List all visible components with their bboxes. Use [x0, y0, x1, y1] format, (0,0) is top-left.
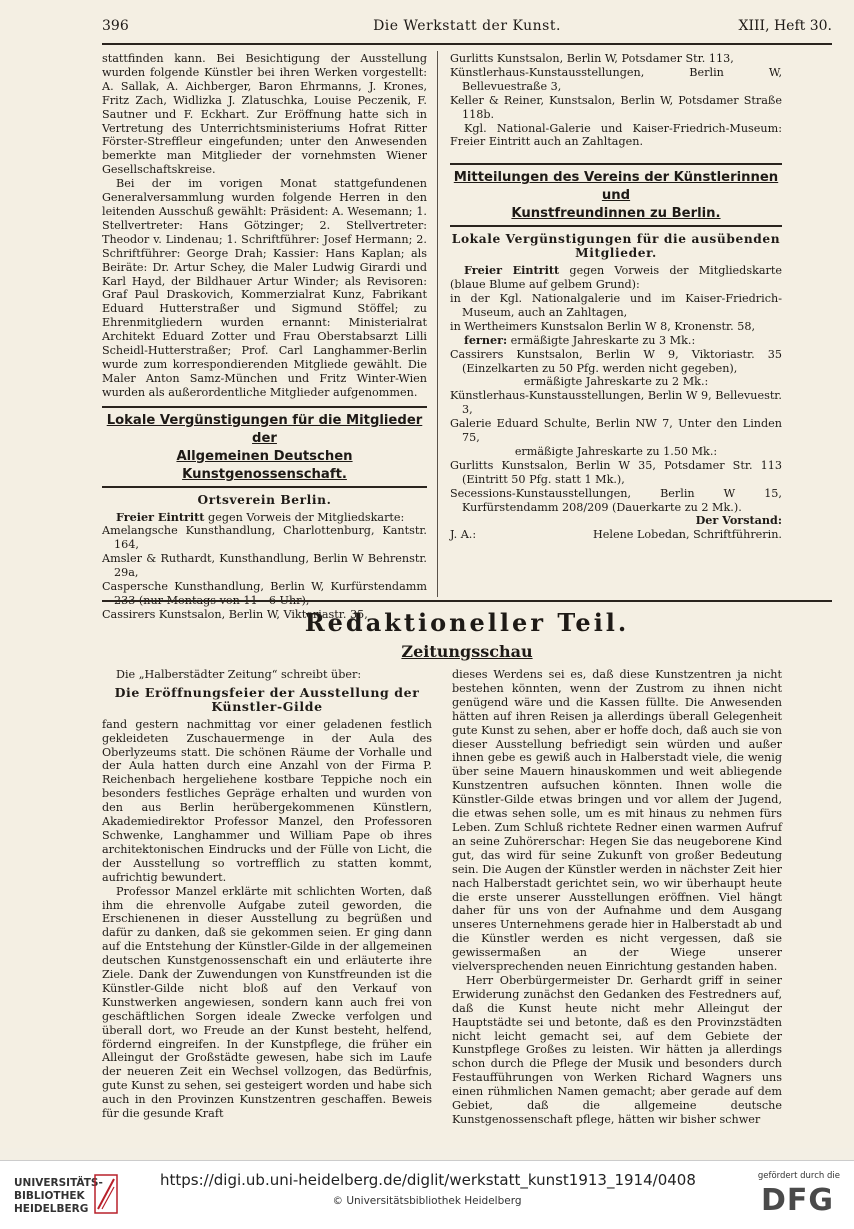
- dfg-logo: DFG: [760, 1183, 834, 1218]
- venue-entry: Gurlitts Kunstsalon, Berlin W, Potsdamer Str. 113,: [450, 52, 734, 65]
- article-title: Die Eröffnungsfeier der Ausstellung der Künstler-Gilde: [114, 684, 420, 714]
- venue-entry: Künstlerhaus-Kunstausstellungen, Berlin W 9, Bellevuestr. 3,: [450, 389, 782, 417]
- paragraph: Professor Manzel erklärte mit schlichten Worten, daß ihm die ehrenvolle Aufgabe zuteil geworden, die Erschienenen in dieser Ausstellung zu begrüßen und dafür zu danken, daß sie gekommen seien. Er ging dann auf die Entstehung der Künstler-Gilde in der allgemeinen deutschen Kunstgenossenschaft ein und erläuterte ihre Ziele. Dank der Zuwendungen von Kunstfreunden ist die Künstler-Gilde nicht bloß auf den Verkauf von Kunstwerken angewiesen, sondern kann auch frei von geschäftlichen Sorgen ideale Zwecke verfolgen und überall dort, wo Freude an der Kunst besteht, helfend, fördernd eingreifen. In der Kunstpflege, die früher ein Alleingut der Großstädte gewesen, habe sich im Laufe der neueren Zeit ein Wechsel vollzogen, das Bedürfnis, gute Kunst zu sehen, sei gesteigert worden und habe sich auch in den Provinzen Kunstzentren geschaffen. Beweis für die gesunde Kraft: [102, 884, 432, 1121]
- left-column-top: [102, 52, 427, 621]
- running-title: Die Werkstatt der Kunst.: [373, 18, 561, 34]
- vdk-box: [450, 163, 782, 227]
- page-number: 396: [102, 18, 129, 34]
- funding-note: gefördert durch die: [757, 1171, 840, 1181]
- price-line: ermäßigte Jahreskarte zu 1.50 Mk.:: [514, 444, 718, 458]
- venue-entry: Amelangsche Kunsthandlung, Charlottenburg, Kantstr. 164,: [102, 524, 427, 552]
- copyright-notice: © Universitätsbibliothek Heidelberg: [332, 1195, 522, 1207]
- adk-box: [102, 406, 427, 488]
- free-entry-label: Freier Eintritt: [464, 263, 560, 278]
- venue-entry: Keller & Reiner, Kunstsalon, Berlin W, Potsdamer Straße 118b.: [450, 93, 782, 121]
- box-heading-line: Allgemeinen Deutschen Kunstgenossenschaft.: [176, 448, 353, 482]
- box-heading-line: Kunstfreundinnen zu Berlin.: [511, 206, 721, 222]
- box-heading-line: Lokale Vergünstigungen für die Mitglieder der: [106, 412, 423, 446]
- price-line: ermäßigte Jahreskarte zu 2 Mk.:: [523, 375, 709, 389]
- members-heading: Lokale Vergünstigungen für die ausübenden Mitglieder.: [451, 232, 781, 261]
- signature: [450, 528, 782, 542]
- paragraph: dieses Werdens sei es, daß diese Kunstzentren ja nicht bestehen könnten, wenn der Zustrom zu ihnen nicht genügend wäre und die Kassen füllte. Die Anwesenden hätten auf ihren Reisen ja allerdings überall Gelegenheit gute Kunst zu sehen, aber er hoffe doch, daß auch sie von dieser Ausstellung befriedigt sein würden und außer ihnen gebe es gewiß auch in Halberstadt viele, die wenig über seine Mauern hinauskommen und weit abliegende Kunstzentren aufsuchen könnten. Ihnen wolle die Künstler-Gilde etwas bringen und vor allem der Jugend, die etwas sehen solle, um es mit hinaus zu nehmen fürs Leben. Zum Schluß richtete Redner einen warmen Aufruf an seine Zuhörerschar: Hegen Sie das neugeborene Kind gut, das wird für seine Zukunft von großer Bedeutung sein. Die Augen der Künstler werden in nächster Zeit hier nach Halberstadt gerichtet sein, wo wir überhaupt heute die erste unserer Ausstellungen eröffnen. Viel hängt daher für uns von der Aufnahme und dem Ausgang unseres Unternehmens gerade hier in Halberstadt ab und die Künstler werden es nicht vergessen, daß sie gewissermaßen an der Wiege unserer vielversprechenden neuen Einrichtung gestanden haben.: [452, 668, 782, 974]
- column-divider: [437, 51, 438, 597]
- library-name: UNIVERSITÄTS- BIBLIOTHEK HEIDELBERG: [14, 1177, 103, 1215]
- venue-entry: Kgl. National-Galerie und Kaiser-Friedrich-Museum: Freier Eintritt auch an Zahltagen.: [450, 121, 782, 149]
- venue-entry: Cassirers Kunstsalon, Berlin W 9, Viktoriastr. 35 (Einzelkarten zu 50 Pfg. werden nicht gegeben),: [450, 347, 782, 375]
- article-left-column: [102, 668, 432, 1148]
- permalink-url[interactable]: https://digi.ub.uni-heidelberg.de/diglit/werkstatt_kunst1913_1914/0408: [160, 1171, 696, 1189]
- venue-entry: Galerie Eduard Schulte, Berlin NW 7, Unter den Linden 75,: [450, 417, 782, 445]
- ferner-label: ferner:: [464, 332, 508, 347]
- ferner-text: ermäßigte Jahreskarte zu 3 Mk.:: [510, 333, 696, 347]
- box-heading-line: Mitteilungen des Vereins der Künstlerinnen und: [453, 170, 779, 204]
- venue-entry: Secessions-Kunstausstellungen, Berlin W 15, Kurfürstendamm 208/209 (Dauerkarte zu 2 Mk.).: [450, 486, 782, 514]
- paragraph: Herr Oberbürgermeister Dr. Gerhardt griff in seiner Erwiderung zunächst den Gedanken des Festredners auf, daß die Kunst heute nicht mehr Alleingut der Hauptstädte sei und betonte, daß es den Provinzstädten nicht leicht gemacht sei, auf dem Gebiete der Kunstpflege Großes zu leisten. Wir hätten ja allerdings schon durch die Pflege der Musik und besonders durch Festaufführungen von Werken Richard Wagners uns einen rühmlichen Namen gemacht; aber gerade auf dem Gebiet, daß die allgemeine deutsche Kunstgenossenschaft pflege, hätten wir bisher schwer: [452, 973, 782, 1126]
- footer-bar: [0, 1160, 854, 1229]
- signature-prefix: J. A.:: [450, 528, 477, 542]
- article-intro: Die „Halberstädter Zeitung“ schreibt über:: [116, 668, 362, 681]
- free-entry-text: gegen Vorweis der Mitgliedskarte:: [208, 510, 405, 524]
- signature-name: Helene Lobedan, Schriftführerin.: [593, 528, 782, 542]
- venue-entry: in Wertheimers Kunstsalon Berlin W 8, Kronenstr. 58,: [450, 319, 756, 333]
- paragraph: stattfinden kann. Bei Besichtigung der Ausstellung wurden folgende Künstler bei ihren Werken vorgestellt: A. Sallak, A. Aichberger, Baron Ehrmanns, J. Krones, Fritz Zach, Widlizka J. Zlatuschka, Louise Peczenik, F. Sautner und F. Eckhart. Zur Eröffnung hatte sich in Vertretung des Unterrichtsministeriums Hofrat Ritter Förster-Streffleur eingefunden; unter den Anwesenden bemerkte man Mitglieder der vornehmsten Wiener Gesellschaftskreise.: [102, 52, 427, 177]
- press-review-heading: Zeitungsschau: [401, 642, 533, 661]
- right-column-top: [450, 52, 782, 597]
- venue-entry: Caspersche Kunsthandlung, Berlin W, Kurfürstendamm 233 (nur Montags von 11—6 Uhr),: [102, 580, 427, 607]
- free-entry-text: gegen Vorweis der Mitgliedskarte (blaue Blume auf gelbem Grund):: [450, 264, 782, 292]
- issue-number: XIII, Heft 30.: [738, 18, 832, 34]
- section-rule: [102, 600, 832, 602]
- venue-entry: Künstlerhaus-Kunstausstellungen, Berlin W, Bellevuestraße 3,: [450, 65, 782, 93]
- venue-entry: Amsler & Ruthardt, Kunsthandlung, Berlin W Behrenstr. 29a,: [102, 552, 427, 580]
- header-rule: [102, 43, 832, 45]
- venue-entry: in der Kgl. Nationalgalerie und im Kaiser-Friedrich-Museum, auch an Zahltagen,: [450, 291, 782, 319]
- free-entry-label: Freier Eintritt: [116, 509, 205, 524]
- library-logo-icon: [94, 1173, 118, 1215]
- venue-entry: Gurlitts Kunstsalon, Berlin W 35, Potsdamer Str. 113 (Eintritt 50 Pfg. statt 1 Mk.),: [450, 458, 782, 486]
- board-label: Der Vorstand:: [695, 513, 782, 528]
- article-right-column: [452, 668, 782, 1148]
- paragraph: Bei der im vorigen Monat stattgefundenen Generalversammlung wurden folgende Herren in den leitenden Ausschuß gewählt: Präsident: A. Wesemann; 1. Stellvertreter: Hans Götzinger; 2. Stellvertreter: Theodor v. Lindenau; 1. Schriftführer: Josef Hermann; 2. Schriftführer: George Drah; Kassier: Hans Kaplan; als Beiräte: Dr. Artur Schey, die Maler Ludwig Girardi und Karl Hayd, der Bildhauer Artur Winder; als Revisoren: Graf Paul Draskovich, Kommerzialrat Kunz, Fabrikant Eduard Hutterstraßer und Sigmund Stöffel; zu Ehrenmitgliedern wurden ernannt: Ministerialrat Architekt Eduard Zotter und Frau Oberstabsarzt Lilli Scheidl-Hutterstraßer; Prof. Carl Langhammer-Berlin wurde zum korrespondierenden Mitgliede gewählt. Die Maler Anton Samz-München und Fritz Winter-Wien wurden als außerordentliche Mitglieder aufgenommen.: [102, 177, 427, 399]
- editorial-heading: Redaktioneller Teil.: [304, 608, 630, 637]
- ortsverein-heading: Ortsverein Berlin.: [197, 492, 332, 507]
- running-header: [102, 14, 832, 40]
- venue-entry: Cassirers Kunstsalon, Berlin W, Viktoriastr. 35,: [102, 607, 368, 621]
- paragraph: fand gestern nachmittag vor einer geladenen festlich gekleideten Zuschauermenge in der Aula des Oberlyzeums statt. Die schönen Räume der Vorhalle und der Aula hatten durch eine Anzahl von der Firma P. Reichenbach hergeliehene kostbare Teppiche noch ein besonders festliches Gepräge erhalten und wurden von den aus Berlin herübergekommenen Künstlern, Akademiedirektor Professor Manzel, den Professoren Schwenke, Langhammer und William Pape ob ihres architektonischen Eindrucks und der Fülle von Licht, die der Ausstellung so vortrefflich zu statten kommt, aufrichtig bewundert.: [102, 717, 432, 884]
